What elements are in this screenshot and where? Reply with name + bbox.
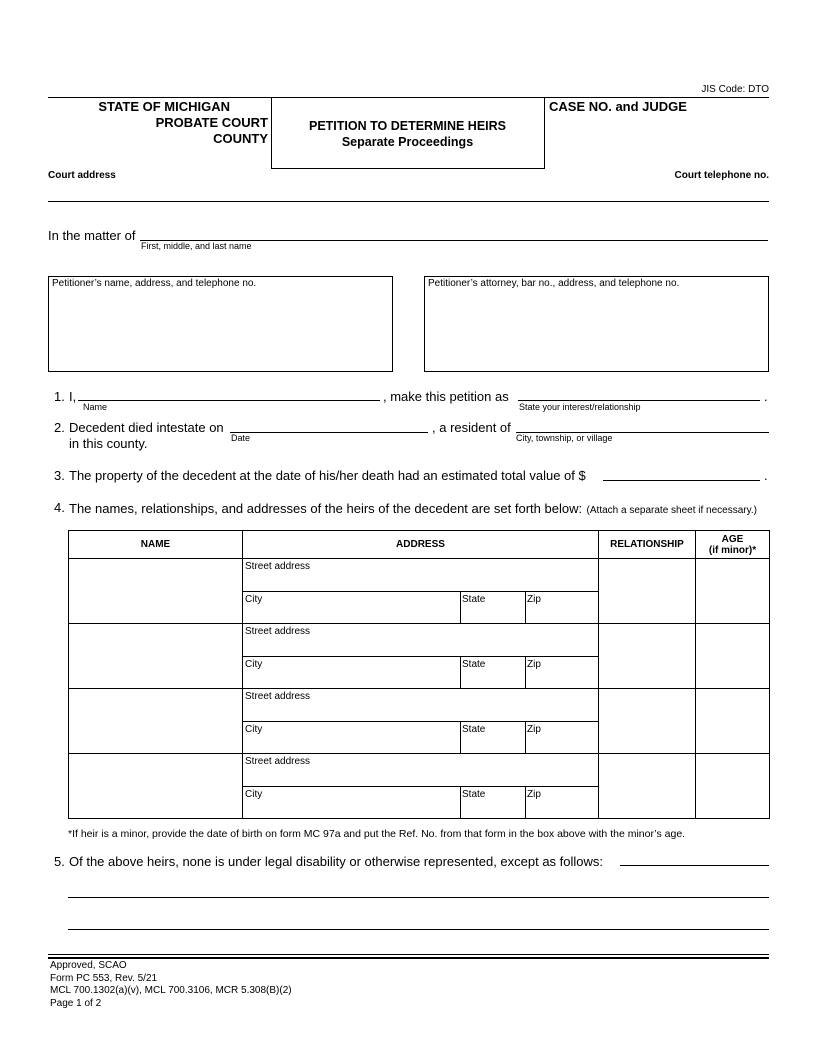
col-header-age-label: AGE [721,533,744,545]
heir-age-cell[interactable] [696,559,770,624]
attorney-info-label: Petitioner’s attorney, bar no., address, and telephone no. [428,278,680,289]
item-4-text: The names, relationships, and addresses of the heirs of the decedent are set forth below: [69,501,583,516]
state-label: State [462,724,486,735]
footer-citations: MCL 700.1302(a)(v), MCL 700.3106, MCR 5.308(B)(2) [50,985,292,996]
item-1-middle: , make this petition as [383,389,509,404]
exceptions-field-3[interactable] [68,912,769,930]
petitioner-info-label: Petitioner’s name, address, and telephone no. [52,278,257,289]
street-address-label: Street address [245,561,311,572]
item-1-number: 1. [54,389,65,404]
interest-relationship-field[interactable] [518,386,760,401]
form-subtitle: Separate Proceedings [341,135,474,149]
county-label: COUNTY [213,131,268,146]
header-top-rule [48,97,769,98]
petitioner-info-box[interactable] [48,276,393,372]
court-name: PROBATE COURT [155,115,268,130]
footer-rule-top [48,954,769,955]
zip-label: Zip [527,789,541,800]
interest-relationship-hint: State your interest/relationship [519,402,641,412]
item-4-number: 4. [54,500,65,515]
item-2-middle: , a resident of [432,420,511,435]
item-5-number: 5. [54,854,65,869]
residence-field[interactable] [516,418,769,433]
state-label: State [462,789,486,800]
date-of-death-field[interactable] [230,418,428,433]
item-3-number: 3. [54,468,65,483]
petitioner-name-field[interactable] [78,386,380,401]
exceptions-field-2[interactable] [68,880,769,898]
date-of-death-hint: Date [231,433,251,443]
item-2-number: 2. [54,420,65,435]
heir-name-cell[interactable] [69,754,243,819]
heir-relationship-cell[interactable] [599,559,696,624]
heirs-table [68,530,770,819]
heir-address-cell[interactable] [243,559,599,624]
heir-row [69,689,770,754]
col-header-address: ADDRESS [243,531,599,559]
heir-relationship-cell[interactable] [599,689,696,754]
heir-address-cell[interactable] [243,754,599,819]
heir-age-cell[interactable] [696,689,770,754]
item-1-prefix: I, [69,389,77,404]
footer-rule-bottom [48,957,769,959]
state-label: State [462,594,486,605]
item-5-text: Of the above heirs, none is under legal disability or otherwise represented, except as follows: [69,854,604,869]
zip-label: Zip [527,724,541,735]
header-title-bottom-rule [271,168,545,169]
item-1-end: . [764,389,768,404]
street-address-label: Street address [245,691,311,702]
minor-footnote: *If heir is a minor, provide the date of birth on form MC 97a and put the Ref. No. from that form in the box above with the minor’s age. [68,828,686,840]
heir-address-cell[interactable] [243,624,599,689]
city-label: City [245,724,263,735]
estate-value-field[interactable] [603,466,760,481]
city-label: City [245,659,263,670]
court-address-field[interactable] [48,182,769,202]
court-address-label: Court address [48,170,116,181]
col-header-age-note: (if minor)* [708,544,757,556]
heir-row [69,754,770,819]
item-3-end: . [764,468,768,483]
state-name: STATE OF MICHIGAN [98,99,230,114]
heir-relationship-cell[interactable] [599,754,696,819]
residence-hint: City, township, or village [516,433,613,443]
col-header-age [696,531,770,559]
case-number-field[interactable] [548,116,768,166]
heir-name-cell[interactable] [69,689,243,754]
exceptions-field-1[interactable] [620,851,769,866]
heir-age-cell[interactable] [696,624,770,689]
footer-form-number: Form PC 553, Rev. 5/21 [50,972,158,984]
item-4-note: (Attach a separate sheet if necessary.) [586,505,758,516]
heirs-table-header [69,531,770,559]
form-title: PETITION TO DETERMINE HEIRS [308,119,506,133]
attorney-info-box[interactable] [424,276,769,372]
footer-page-number: Page 1 of 2 [50,997,102,1009]
footer-approval: Approved, SCAO [50,960,127,971]
heir-row [69,559,770,624]
petitioner-name-hint: Name [83,402,108,412]
city-label: City [245,594,263,605]
item-2-prefix: Decedent died intestate on [69,420,224,435]
state-label: State [462,659,486,670]
heir-address-cell[interactable] [243,689,599,754]
item-4-line [69,500,757,518]
heir-name-cell[interactable] [69,624,243,689]
col-header-relationship: RELATIONSHIP [599,531,696,559]
decedent-name-hint: First, middle, and last name [141,241,252,251]
street-address-label: Street address [245,626,311,637]
street-address-label: Street address [245,756,311,767]
form-footer [50,960,292,1010]
decedent-name-field[interactable] [140,226,768,241]
item-2-line2: in this county. [69,436,148,451]
matter-label: In the matter of [48,228,136,243]
zip-label: Zip [527,594,541,605]
case-number-label: CASE NO. and JUDGE [549,99,687,114]
city-label: City [245,789,263,800]
court-phone-label: Court telephone no. [674,170,769,181]
heir-row [69,624,770,689]
header-divider-2 [544,97,545,168]
zip-label: Zip [527,659,541,670]
item-3-text: The property of the decedent at the date of his/her death had an estimated total value of $ [69,468,586,483]
col-header-name: NAME [69,531,243,559]
heir-relationship-cell[interactable] [599,624,696,689]
heir-age-cell[interactable] [696,754,770,819]
jis-code: JIS Code: DTO [701,84,769,95]
heir-name-cell[interactable] [69,559,243,624]
